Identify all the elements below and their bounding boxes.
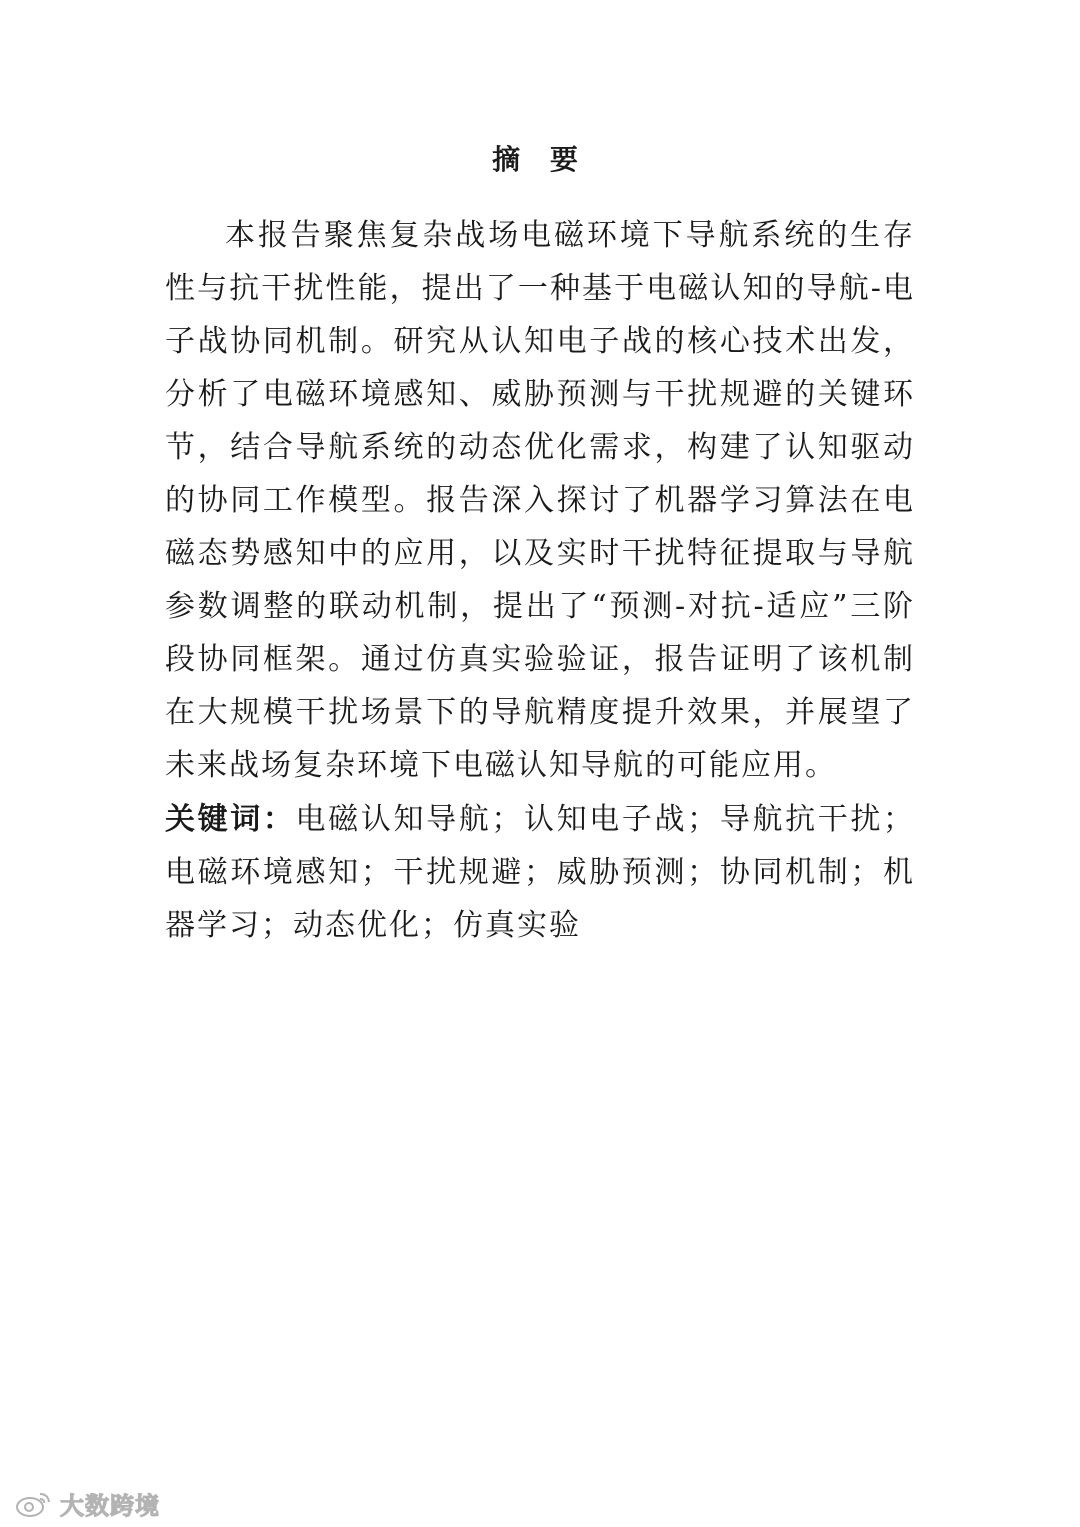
abstract-paragraph: 本报告聚焦复杂战场电磁环境下导航系统的生存性与抗干扰性能，提出了一种基于电磁认知的导航-电子战协同机制。研究从认知电子战的核心技术出发，分析了电磁环境感知、威胁预测与干扰规避的关键环节，结合导航系统的动态优化需求，构建了认知驱动的协同工作模型。报告深入探讨了机器学习算法在电磁态势感知中的应用，以及实时干扰特征提取与导航参数调整的联动机制，提出了“预测-对抗-适应”三阶段协同框架。通过仿真实验验证，报告证明了该机制在大规模干扰场景下的导航精度提升效果，并展望了未来战场复杂环境下电磁认知导航的可能应用。	[165, 218, 915, 783]
keywords-paragraph	[165, 793, 915, 952]
keywords-list: 电磁认知导航；认知电子战；导航抗干扰；电磁环境感知；干扰规避；威胁预测；协同机制；机器学习；动态优化；仿真实验	[165, 802, 916, 943]
page-title: 摘 要	[492, 143, 588, 176]
watermark-text: 大数跨境	[60, 1492, 160, 1520]
watermark	[14, 1486, 160, 1521]
weibo-style-logo-icon	[14, 1490, 54, 1518]
keywords-label: 关键词：	[165, 802, 296, 837]
